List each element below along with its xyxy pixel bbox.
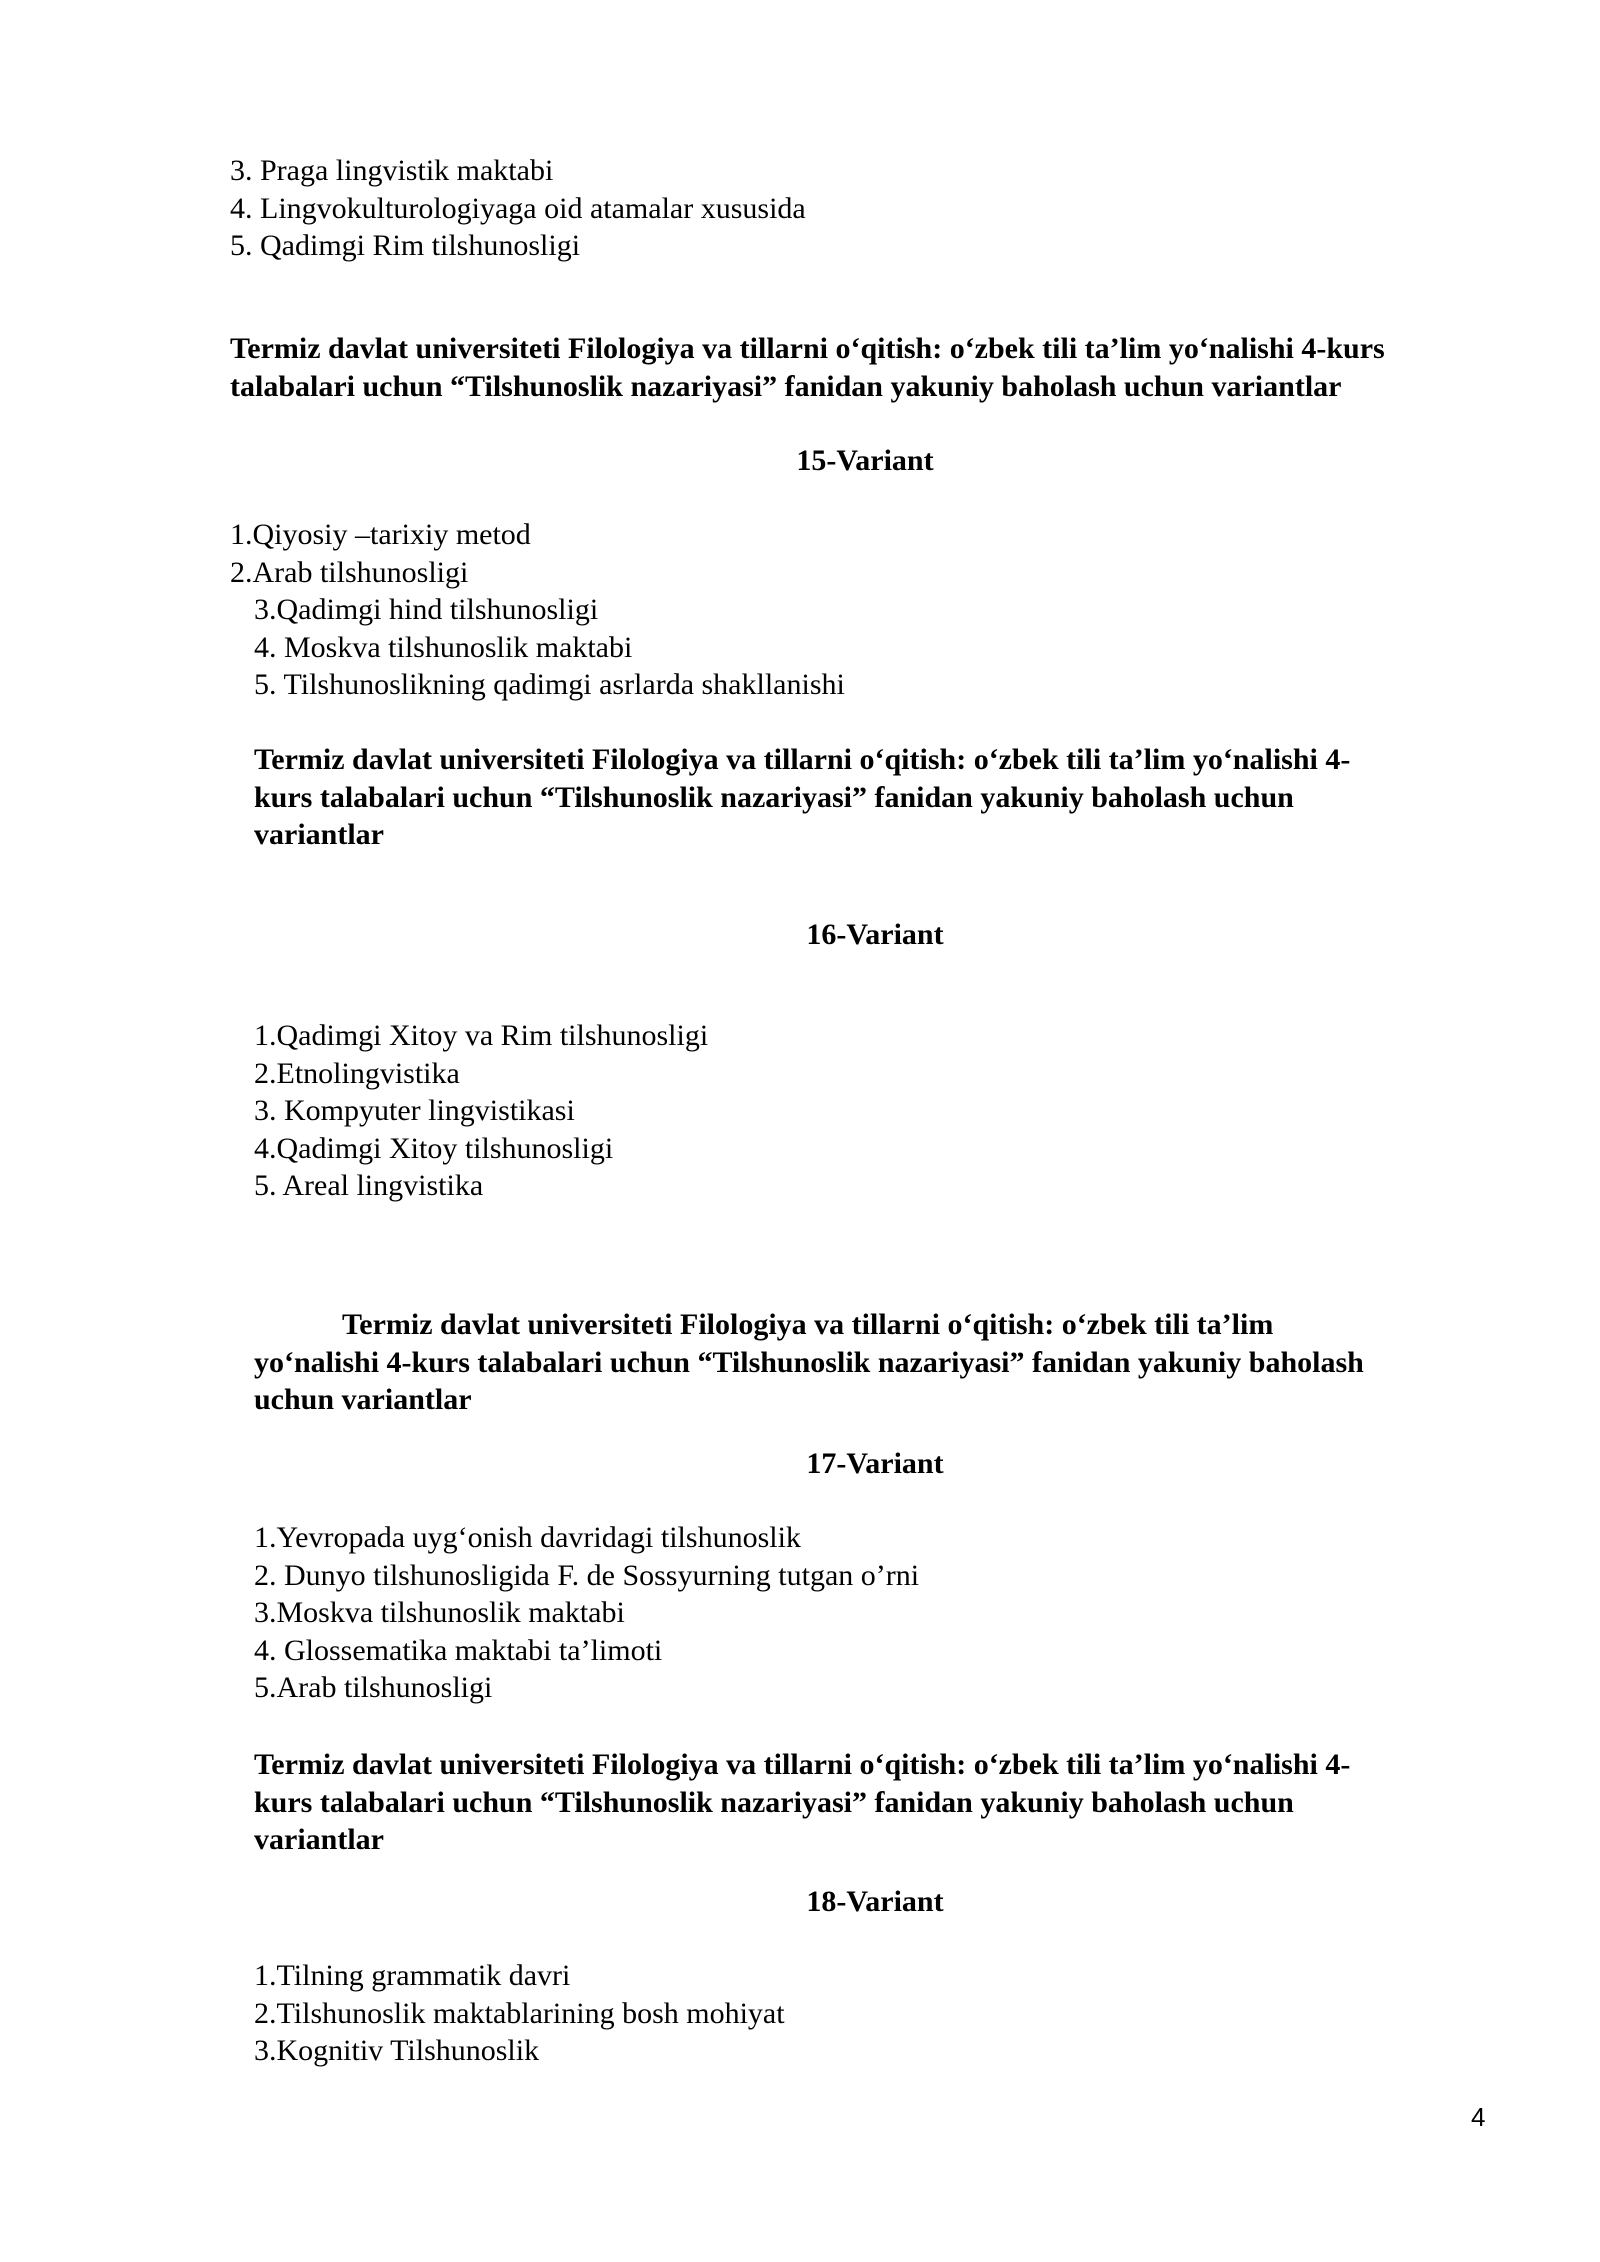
list-item: 3.Qadimgi hind tilshunosligi <box>254 593 599 626</box>
list-item: 3. Kompyuter lingvistikasi <box>254 1094 575 1127</box>
list-item: 5.Arab tilshunosligi <box>254 1671 493 1704</box>
list-item: 2.Tilshunoslik maktablarining bosh mohiyat <box>254 1996 785 2030</box>
list-item: 3.Moskva tilshunoslik maktabi <box>254 1596 625 1629</box>
heading-line: Termiz davlat universiteti Filologiya va tillarni o‘qitish: o‘zbek tili ta’lim yo‘nalishi 4- <box>254 743 1351 776</box>
heading-line: Termiz davlat universiteti Filologiya va tillarni o‘qitish: o‘zbek tili ta’lim yo‘nalishi 4- <box>254 1748 1351 1781</box>
heading-line: yo‘nalishi 4-kurs talabalari uchun “Tilshunoslik nazariyasi” fanidan yakuniy baholash <box>254 1345 1364 1379</box>
variant-title: 15-Variant <box>796 444 934 477</box>
list-item: 5. Qadimgi Rim tilshunosligi <box>230 229 581 262</box>
page-number: 4 <box>1471 2102 1486 2132</box>
list-item: 2.Etnolingvistika <box>254 1056 460 1090</box>
list-item: 3.Kognitiv Tilshunoslik <box>254 2034 540 2067</box>
list-item: 1.Qiyosiy –tarixiy metod <box>230 518 531 551</box>
top-question-list <box>230 152 806 265</box>
question-list <box>254 1519 919 1707</box>
heading-line: variantlar <box>254 1823 384 1856</box>
heading-line: uchun variantlar <box>254 1383 472 1416</box>
list-item: 1.Tilning grammatik davri <box>254 1959 571 1992</box>
list-item: 5. Tilshunoslikning qadimgi asrlarda shakllanishi <box>254 668 845 701</box>
list-item: 4. Lingvokulturologiyaga oid atamalar xususida <box>230 191 806 225</box>
heading-line: Termiz davlat universiteti Filologiya va tillarni o‘qitish: o‘zbek tili ta’lim yo‘nalishi 4-kurs <box>230 332 1385 365</box>
question-list <box>254 1017 708 1205</box>
list-item: 1.Qadimgi Xitoy va Rim tilshunosligi <box>254 1019 709 1052</box>
variant-title: 16-Variant <box>806 918 944 951</box>
heading-line: variantlar <box>254 818 384 851</box>
heading-line: kurs talabalari uchun “Tilshunoslik nazariyasi” fanidan yakuniy baholash uchun <box>254 1785 1294 1819</box>
list-item: 4. Glossematika maktabi ta’limoti <box>254 1633 663 1667</box>
list-item: 2.Arab tilshunosligi <box>230 555 469 589</box>
question-list <box>254 1957 785 2070</box>
section-heading <box>254 1746 1350 1859</box>
list-item: 5. Areal lingvistika <box>254 1169 484 1202</box>
list-item: 4. Moskva tilshunoslik maktabi <box>254 630 633 664</box>
list-item: 3. Praga lingvistik maktabi <box>230 154 554 187</box>
heading-line: kurs talabalari uchun “Tilshunoslik nazariyasi” fanidan yakuniy baholash uchun <box>254 780 1294 814</box>
list-item: 1.Yevropada uyg‘onish davridagi tilshunoslik <box>254 1521 801 1554</box>
list-item: 4.Qadimgi Xitoy tilshunosligi <box>254 1131 614 1165</box>
heading-line: talabalari uchun “Tilshunoslik nazariyasi” fanidan yakuniy baholash uchun variantlar <box>230 369 1342 403</box>
question-list <box>230 516 845 704</box>
variant-title: 17-Variant <box>806 1447 944 1480</box>
list-item: 2. Dunyo tilshunosligida F. de Sossyurning tutgan o’rni <box>254 1558 920 1592</box>
section-heading <box>254 1306 1364 1419</box>
section-heading <box>230 330 1385 405</box>
variant-title: 18-Variant <box>806 1885 944 1918</box>
section-heading <box>254 741 1350 854</box>
heading-line: Termiz davlat universiteti Filologiya va tillarni o‘qitish: o‘zbek tili ta’lim <box>342 1308 1274 1341</box>
